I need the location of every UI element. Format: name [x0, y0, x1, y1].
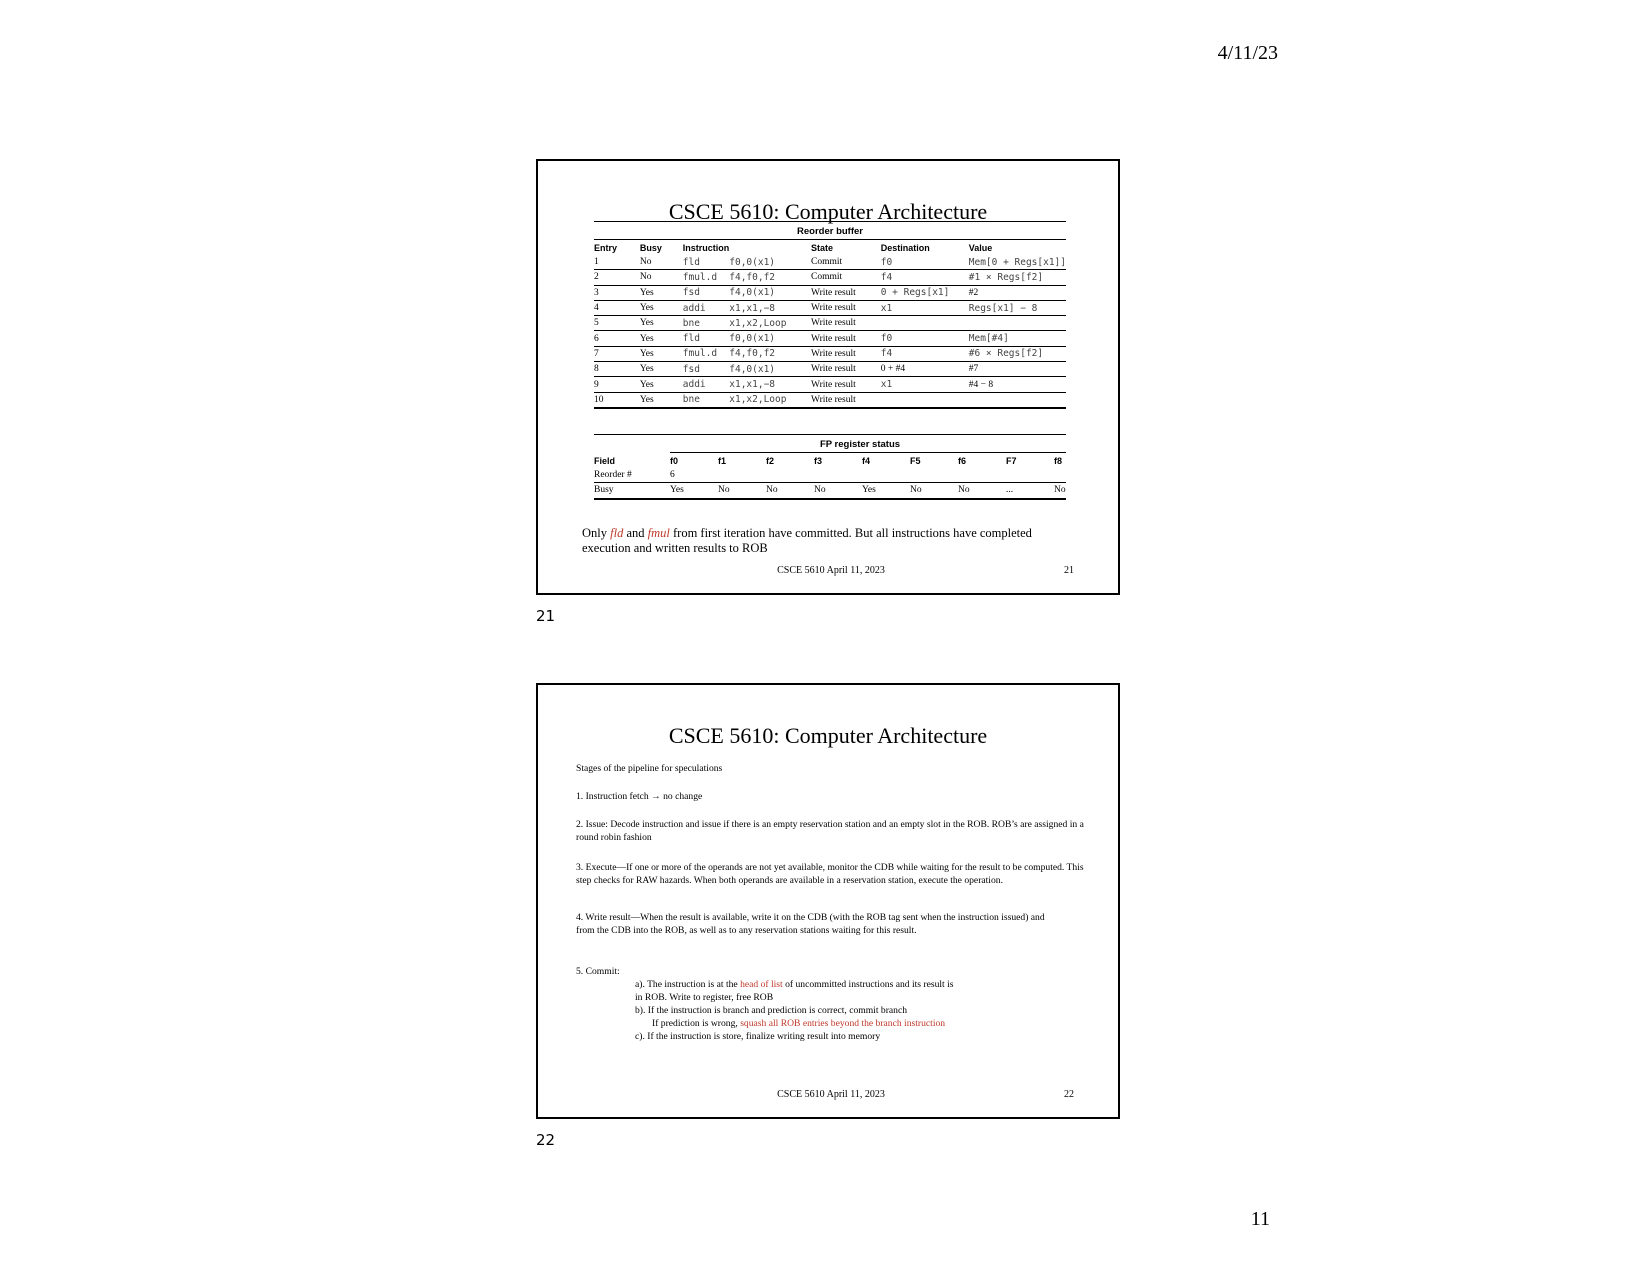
caption-keyword-fld: fld — [610, 526, 624, 540]
table-row — [594, 331, 1066, 346]
step-5b-text: If prediction is wrong, — [652, 1018, 741, 1029]
cell-operands: f4,0(x1) — [729, 362, 811, 377]
cell-operands: f4,f0,f2 — [729, 346, 811, 361]
cell-value: No — [910, 483, 958, 499]
table-row — [594, 316, 1066, 331]
cell-value: #6 × Regs[f2] — [969, 346, 1066, 361]
cell-entry: 5 — [594, 316, 640, 331]
cell-busy: Yes — [640, 331, 683, 346]
slide-21 — [536, 159, 1120, 595]
col-f8: f8 — [1054, 456, 1063, 466]
cell-destination: x1 — [881, 300, 969, 315]
cell-value — [910, 468, 958, 483]
cell-value — [766, 468, 814, 483]
table-row — [594, 285, 1066, 300]
slide-title: CSCE 5610: Computer Architecture — [668, 723, 988, 748]
footer-slide-number: 21 — [1064, 565, 1074, 576]
cell-destination: x1 — [881, 377, 969, 392]
slide-label-22: 22 — [536, 1131, 556, 1149]
cell-value: Mem[#4] — [969, 331, 1066, 346]
cell-operands: x1,x1,−8 — [729, 300, 811, 315]
step-5a-highlight: head of list — [740, 979, 783, 990]
cell-destination: f4 — [881, 346, 969, 361]
table-row — [594, 346, 1066, 361]
cell-value: No — [718, 483, 766, 499]
cell-state: Commit — [811, 255, 881, 270]
table-header-row — [594, 240, 1066, 255]
table-row — [594, 377, 1066, 392]
cell-opcode: fmul.d — [683, 346, 730, 361]
cell-opcode: fld — [683, 255, 730, 270]
table-row — [594, 483, 1066, 499]
table-row — [594, 362, 1066, 377]
cell-value: Regs[x1] − 8 — [969, 300, 1066, 315]
cell-opcode: fsd — [683, 285, 730, 300]
cell-state: Write result — [811, 331, 881, 346]
table-row — [594, 255, 1066, 270]
cell-state: Write result — [811, 300, 881, 315]
cell-value: #1 × Regs[f2] — [969, 270, 1066, 285]
cell-value: No — [814, 483, 862, 499]
col-busy: Busy — [639, 243, 662, 253]
step-5c-line: c). If the instruction is store, finalize writing result into memory — [635, 1031, 881, 1042]
cell-value: No — [1054, 483, 1066, 499]
cell-opcode: fld — [683, 331, 730, 346]
cell-value: Yes — [862, 483, 910, 499]
cell-state: Write result — [811, 392, 881, 408]
cell-opcode: fsd — [683, 362, 730, 377]
col-f6: f6 — [958, 456, 967, 466]
cell-value — [969, 316, 1066, 331]
caption-keyword-fmul: fmul — [647, 526, 670, 540]
page-date: 4/11/23 — [1217, 42, 1278, 64]
step-5b-line-2 — [576, 1017, 1076, 1030]
cell-destination — [881, 316, 969, 331]
cell-value — [862, 468, 910, 483]
cell-state: Write result — [811, 285, 881, 300]
step-1-fetch: 1. Instruction fetch → no change — [576, 791, 703, 802]
col-operands — [729, 240, 811, 255]
col-destination: Destination — [880, 243, 930, 253]
table-header-row — [594, 453, 1066, 468]
cell-busy: No — [640, 255, 683, 270]
step-5-heading: 5. Commit: — [576, 966, 620, 977]
cell-value — [969, 392, 1066, 408]
col-state: State — [811, 243, 834, 253]
footer-text: CSCE 5610 April 11, 2023 — [777, 565, 885, 576]
cell-destination: f0 — [881, 331, 969, 346]
footer-text: CSCE 5610 April 11, 2023 — [777, 1089, 885, 1100]
cell-opcode: addi — [683, 377, 730, 392]
col-entry: Entry — [594, 243, 618, 253]
cell-value — [1054, 468, 1066, 483]
cell-field: Reorder # — [594, 468, 670, 483]
step-4-write-result: 4. Write result—When the result is available, write it on the CDB (with the ROB tag sent when the instruction issued) and from the CDB into the ROB, as well as to any reservation stations waiting for this result. — [576, 912, 1045, 936]
col-value: Value — [968, 243, 993, 253]
cell-entry: 10 — [594, 392, 640, 408]
cell-operands: x1,x1,−8 — [729, 377, 811, 392]
cell-opcode: fmul.d — [683, 270, 730, 285]
col-f3: f3 — [814, 456, 823, 466]
cell-opcode: addi — [683, 300, 730, 315]
step-5a-line-1 — [576, 978, 1076, 991]
cell-destination: 0 + #4 — [881, 362, 969, 377]
cell-destination: f0 — [881, 255, 969, 270]
cell-value: 6 — [670, 468, 718, 483]
col-f1: f1 — [718, 456, 727, 466]
cell-operands: f0,0(x1) — [729, 331, 811, 346]
cell-state: Write result — [811, 377, 881, 392]
cell-busy: Yes — [640, 316, 683, 331]
caption-text-2: and — [623, 526, 648, 540]
cell-entry: 7 — [594, 346, 640, 361]
footer-slide-number: 22 — [1064, 1089, 1074, 1100]
cell-busy: No — [640, 270, 683, 285]
col-f2: f2 — [766, 456, 775, 466]
page-number: 11 — [1250, 1208, 1270, 1230]
cell-operands: f4,0(x1) — [729, 285, 811, 300]
fp-register-table — [594, 453, 1066, 500]
slide-22 — [536, 683, 1120, 1119]
table-row — [594, 468, 1066, 483]
slide-label-21: 21 — [536, 607, 556, 625]
cell-entry: 8 — [594, 362, 640, 377]
cell-value: #7 — [969, 362, 1066, 377]
step-5b-line-1: b). If the instruction is branch and prediction is correct, commit branch — [635, 1005, 908, 1016]
caption-text-3: from first iteration have committed. But all instructions have completed execution and written results to ROB — [582, 526, 1032, 555]
cell-opcode: bne — [683, 392, 730, 408]
cell-value: No — [766, 483, 814, 499]
table-row — [594, 392, 1066, 408]
cell-value — [718, 468, 766, 483]
cell-state: Write result — [811, 316, 881, 331]
cell-operands: f4,f0,f2 — [729, 270, 811, 285]
step-5a-text-end: of uncommitted instructions and its result is — [782, 979, 954, 990]
cell-field: Busy — [594, 483, 670, 499]
cell-entry: 3 — [594, 285, 640, 300]
cell-value: Mem[0 + Regs[x1]] — [969, 255, 1066, 270]
step-5b-highlight: squash all ROB entries beyond the branch instruction — [740, 1018, 946, 1029]
cell-state: Write result — [811, 346, 881, 361]
cell-busy: Yes — [640, 285, 683, 300]
step-3-execute: 3. Execute—If one or more of the operands are not yet available, monitor the CDB while waiting for the result to be computed. This step checks for RAW hazards. When both operands are available in a reservation station, execute the operation. — [576, 862, 1084, 886]
intro-text: Stages of the pipeline for speculations — [576, 763, 723, 774]
step-5a-text: a). The instruction is at the — [635, 979, 741, 990]
cell-entry: 2 — [594, 270, 640, 285]
col-f5: F5 — [910, 456, 921, 466]
cell-entry: 6 — [594, 331, 640, 346]
cell-value: No — [958, 483, 1006, 499]
cell-busy: Yes — [640, 392, 683, 408]
step-2-issue: 2. Issue: Decode instruction and issue if there is an empty reservation station and an empty slot in the ROB. ROB’s are assigned in a round robin fashion — [576, 819, 1084, 843]
col-f4: f4 — [862, 456, 871, 466]
reorder-buffer-table — [594, 240, 1066, 409]
cell-destination: 0 + Regs[x1] — [881, 285, 969, 300]
table-row — [594, 300, 1066, 315]
cell-operands: x1,x2,Loop — [729, 392, 811, 408]
cell-value: Yes — [670, 483, 718, 499]
cell-value — [958, 468, 1006, 483]
reorder-buffer-figure — [594, 221, 1066, 409]
cell-busy: Yes — [640, 377, 683, 392]
col-field: Field — [594, 456, 616, 466]
cell-state: Write result — [811, 362, 881, 377]
col-f7: F7 — [1006, 456, 1017, 466]
cell-busy: Yes — [640, 346, 683, 361]
cell-destination: f4 — [881, 270, 969, 285]
fp-register-caption: FP register status — [819, 439, 901, 450]
table-row — [594, 270, 1066, 285]
fp-register-status-figure — [594, 434, 1066, 500]
slide-title: CSCE 5610: Computer Architecture — [668, 199, 988, 224]
cell-value: #2 — [969, 285, 1066, 300]
reorder-buffer-caption: Reorder buffer — [797, 226, 863, 237]
cell-value — [1006, 468, 1054, 483]
cell-entry: 9 — [594, 377, 640, 392]
col-f0: f0 — [670, 456, 679, 466]
step-5a-line-2: in ROB. Write to register, free ROB — [635, 992, 774, 1003]
cell-opcode: bne — [683, 316, 730, 331]
cell-destination — [881, 392, 969, 408]
col-instruction: Instruction — [682, 243, 730, 253]
cell-entry: 4 — [594, 300, 640, 315]
slide-caption — [582, 526, 1062, 556]
cell-value: ... — [1006, 483, 1054, 499]
cell-value — [814, 468, 862, 483]
step-5-commit — [576, 965, 1076, 1043]
cell-value: #4 − 8 — [969, 377, 1066, 392]
cell-entry: 1 — [594, 255, 640, 270]
cell-state: Commit — [811, 270, 881, 285]
cell-busy: Yes — [640, 362, 683, 377]
cell-operands: f0,0(x1) — [729, 255, 811, 270]
cell-operands: x1,x2,Loop — [729, 316, 811, 331]
caption-text-1: Only — [582, 526, 611, 540]
cell-busy: Yes — [640, 300, 683, 315]
